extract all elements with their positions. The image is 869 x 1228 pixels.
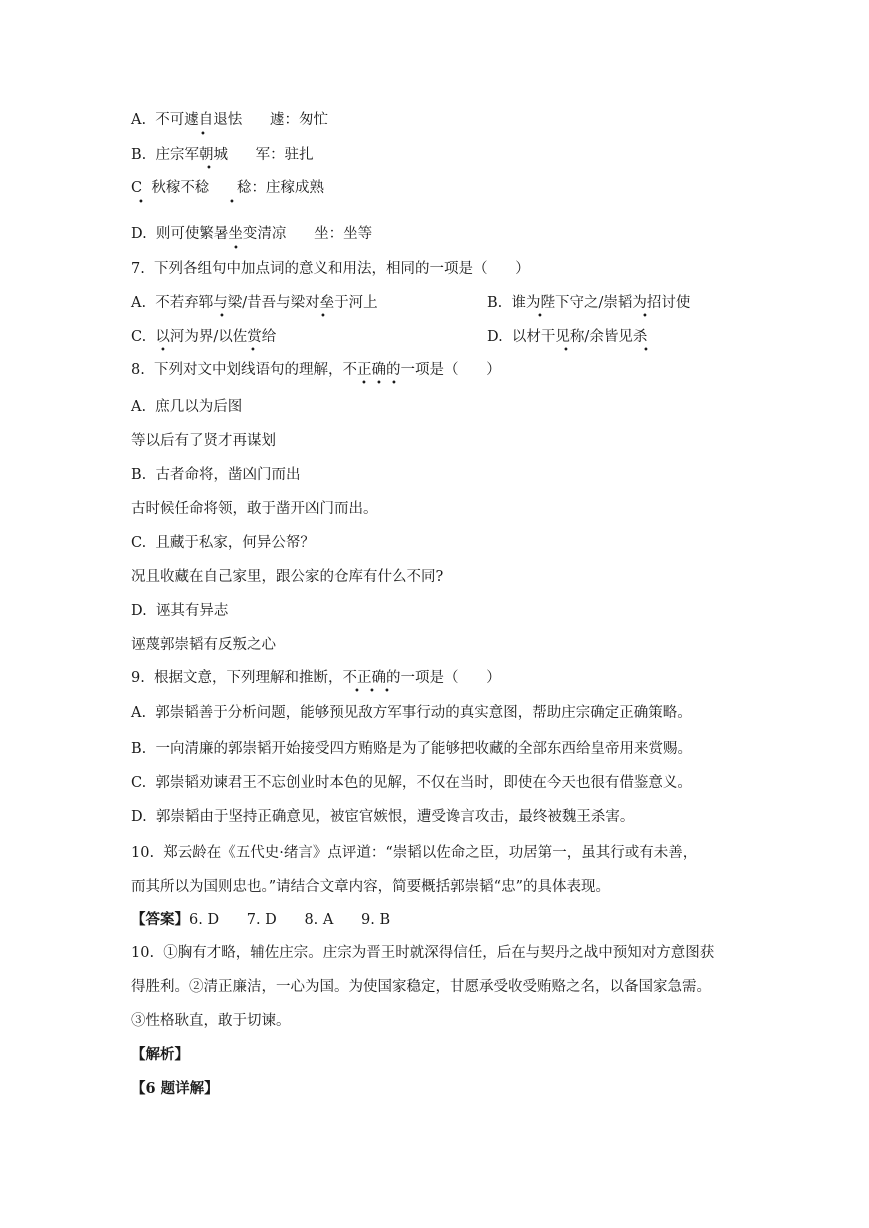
analysis-detail-heading: 【6 题详解】 [131,1080,219,1097]
q9-option-c: C. 郭崇韬劝谏君王不忘创业时本色的见解，不仅在当时，即使在今天也很有借鉴意义。 [131,775,692,791]
emphasis-dot: • [219,311,225,322]
emphasis-dot: • [354,686,360,697]
q10-stem-line2: 而其所以为国则忠也。”请结合文章内容，简要概括郭崇韬“忠”的具体表现。 [131,879,610,895]
q8-explanation-a: 等以后有了贤才再谋划 [131,433,276,449]
q8-explanation-c: 况且收藏在自己家里，跟公家的仓库有什么不同? [131,569,444,585]
q8-explanation-b: 古时候任命将领，敢于凿开凶门而出。 [131,501,378,517]
q8-option-d: D. 诬其有异志 [131,603,229,619]
emphasis-dot: • [250,345,256,356]
q10-answer-line1: 10. ①胸有才略，辅佐庄宗。庄宗为晋王时就深得信任，后在与契丹之战中预知对方意图获 [131,945,715,961]
q10-stem-line1: 10. 郑云龄在《五代史·绪言》点评道：“崇韬以佐命之臣，功居第一，虽其行或有未善， [131,845,698,861]
q9-option-b: B. 一向清廉的郭崇韬开始接受四方贿赂是为了能够把收藏的全部东西给皇帝用来赏赐。 [131,741,692,757]
emphasis-dot: • [369,686,375,697]
analysis-label: 【解析】 [131,1046,189,1063]
emphasis-dot: • [320,311,326,322]
emphasis-dot: • [391,378,397,389]
q6-option-c: C 秋稼不稔 稔：庄稼成熟 [131,180,324,196]
q8-option-b: B. 古者命将，凿凶门而出 [131,467,301,483]
answer-text: 6. D 7. D 8. A 9. B [189,912,391,928]
q6-option-b: B. 庄宗军朝城 军：驻扎 [131,147,314,163]
q6-option-a: A. 不可遽自退怯 遽：匆忙 [131,112,328,128]
q9-option-a: A. 郭崇韬善于分析问题，能够预见敌方军事行动的真实意图，帮助庄宗确定正确策略。 [131,705,692,721]
emphasis-dot: • [384,686,390,697]
answer-row [131,910,390,930]
emphasis-dot: • [160,345,166,356]
q7-option-b: B. 谁为陛下守之/崇韬为招讨使 [487,295,691,311]
emphasis-dot: • [563,345,569,356]
emphasis-dot: • [229,197,235,208]
answer-label: 【答案】 [131,911,189,928]
emphasis-dot: • [138,197,144,208]
emphasis-dot: • [643,345,649,356]
emphasis-dot: • [233,243,239,254]
q10-answer-line2: 得胜利。②清正廉洁，一心为国。为使国家稳定，甘愿承受收受贿赂之名，以备国家急需。 [131,979,711,995]
q8-stem: 8. 下列对文中划线语句的理解，不正确的一项是（ ） [131,362,501,378]
emphasis-dot: • [642,311,648,322]
emphasis-dot: • [376,378,382,389]
q7-stem: 7. 下列各组句中加点词的意义和用法，相同的一项是（ ） [131,261,530,277]
q7-option-a: A. 不若弃郓与梁/昔吾与梁对垒于河上 [131,295,378,311]
q10-answer-line3: ③性格耿直，敢于切谏。 [131,1013,291,1029]
emphasis-dot: • [361,378,367,389]
q7-option-d: D. 以材干见称/余皆见杀 [487,329,648,345]
q7-option-c: C. 以河为界/以佐赏给 [131,329,277,345]
q6-option-d: D. 则可使繁暑坐变清凉 坐：坐等 [131,226,373,242]
emphasis-dot: • [537,311,543,322]
q9-option-d: D. 郭崇韬由于坚持正确意见，被宦官嫉恨，遭受谗言攻击，最终被魏王杀害。 [131,809,635,825]
q8-option-a: A. 庶几以为后图 [131,399,243,415]
q9-stem: 9. 根据文意，下列理解和推断，不正确的一项是（ ） [131,670,501,686]
emphasis-dot: • [206,163,212,174]
q8-explanation-d: 诬蔑郭崇韬有反叛之心 [131,637,276,653]
emphasis-dot: • [200,129,206,140]
q8-option-c: C. 且藏于私家，何异公帑？ [131,535,315,551]
